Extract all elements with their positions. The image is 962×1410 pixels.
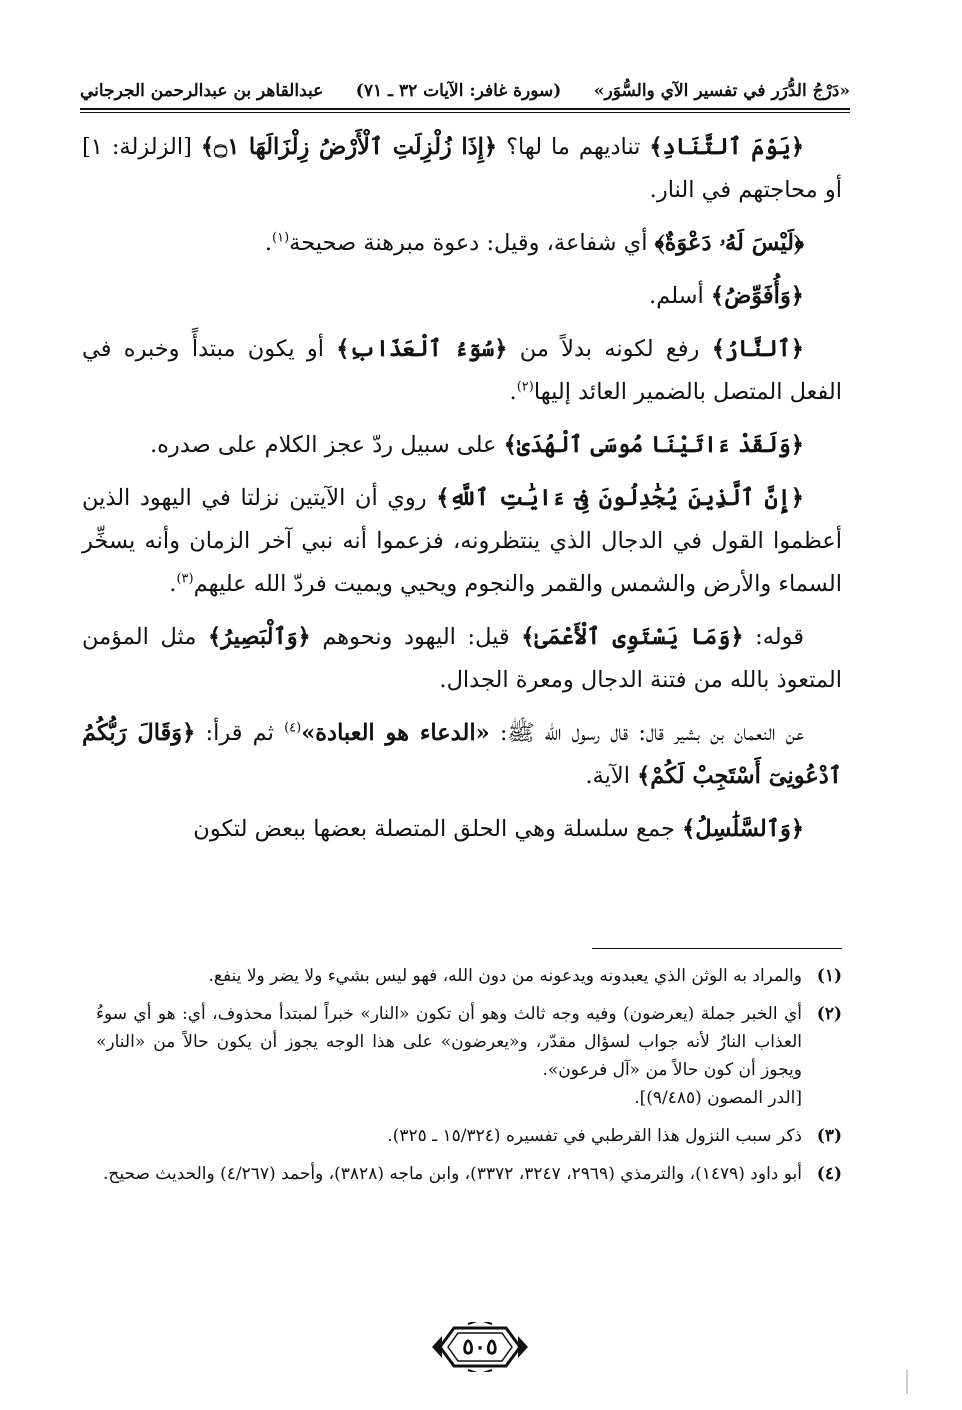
quran-quote: ﴿وَٱلْبَصِيرُ﴾ bbox=[207, 624, 311, 650]
text-run: . bbox=[509, 379, 517, 405]
quran-quote: ﴿وَمَا يَسْتَوِى ٱلْأَعْمَىٰ﴾ bbox=[521, 624, 744, 650]
page-number-ornament bbox=[428, 1322, 532, 1372]
quran-quote: ﴿إِذَا زُلْزِلَتِ ٱلْأَرْضُ زِلْزَالَهَا ۝١﴾ bbox=[200, 134, 498, 160]
paragraph bbox=[82, 328, 842, 414]
text-run: تناديهم ما لها؟ bbox=[497, 134, 650, 160]
quran-quote: ﴿وَلَقَدْ ءَاتَيْنَا مُوسَى ٱلْهُدَىٰ﴾ bbox=[503, 432, 804, 458]
text-run: . bbox=[169, 571, 177, 597]
text-run: رفع لكونه بدلاً من bbox=[507, 336, 712, 362]
quran-quote: ﴿وَأُفَوِّضُ﴾ bbox=[710, 283, 804, 309]
paragraph bbox=[82, 126, 842, 212]
footnote-ref[interactable]: (٢) bbox=[516, 379, 534, 395]
text-run: على سبيل ردّ عجز الكلام على صدره. bbox=[149, 432, 504, 458]
page-number: ٥٠٥ bbox=[462, 1334, 498, 1360]
text-run: . bbox=[264, 230, 273, 256]
main-text bbox=[82, 126, 842, 861]
quran-quote: ﴿ٱلنَّارُ﴾ bbox=[711, 336, 804, 362]
book-title: «دَرْجُ الدُّرَر في تفسير الآي والسُّوَر» bbox=[593, 81, 850, 101]
text-run: روي أن الآيتين نزلتا في اليهود الذين أعظموا القول في الدجال الذي ينتظرونه، فزعموا أنه نبي آخر الزمان وأنه يسخِّر السماء والأرض والشمس والقمر والنجوم ويحيي ويميت فردّ الله عليهم bbox=[82, 485, 842, 597]
footnote-citation: [الدر المصون (٩/٤٨٥)]. bbox=[634, 1088, 802, 1108]
quran-quote: ﴿يَوْمَ ٱلتَّنَادِ﴾ bbox=[649, 134, 804, 160]
paragraph bbox=[82, 424, 842, 467]
footnote-text: أي الخبر جملة (يعرضون) وفيه وجه ثالث وهو أن تكون «النار» خبراً لمبتدأ محذوف، أي: هو أي سوءُ العذاب النارُ لأنه جواب لسؤال مقدّر، و«يعرضون» على هذا الوجه يجوز أن يكون حالاً من «النار» ويجوز أن كون حالاً من «آل فرعون». bbox=[96, 1004, 802, 1080]
footnotes bbox=[96, 962, 842, 1198]
footnote-text: أبو داود (١٤٧٩)، والترمذي (٢٩٦٩، ٣٢٤٧، ٣٣٧٢)، وابن ماجه (٣٨٢٨)، وأحمد (٤/٢٦٧) والحديث صحيح. bbox=[102, 1164, 802, 1184]
footnote bbox=[96, 962, 842, 990]
footnote bbox=[96, 1122, 842, 1150]
quran-quote: ﴿وَقَالَ رَبُّكُمُ ٱدْعُونِىٓ أَسْتَجِبْ لَكُمْ﴾ bbox=[82, 720, 842, 789]
footnote-number: (٤) bbox=[816, 1164, 842, 1184]
hadith-quote: «الدعاء هو العبادة» bbox=[301, 720, 490, 746]
scan-edge-mark bbox=[906, 1370, 908, 1394]
footnote bbox=[96, 1000, 842, 1112]
paragraph bbox=[82, 477, 842, 606]
text-run: عن النعمان بن بشير قال: قال رسول الله ﷺ: bbox=[489, 720, 804, 746]
footnote-number: (١) bbox=[816, 966, 842, 986]
text-run: قيل: اليهود ونحوهم bbox=[310, 624, 522, 650]
footnote-text: والمراد به الوثن الذي يعبدونه ويدعونه من دون الله، فهو ليس بشيء ولا يضر ولا ينفع. bbox=[208, 966, 802, 986]
text-run: أو يكون مبتدأً وخبره في الفعل المتصل بالضمير العائد إليها bbox=[82, 336, 842, 405]
text-run: أو محاجتهم في النار. bbox=[649, 177, 842, 203]
quran-quote: ﴿وَٱلسَّلَٰسِلُ﴾ bbox=[682, 816, 804, 842]
running-header bbox=[80, 62, 850, 102]
footnote-separator bbox=[592, 948, 842, 949]
quran-quote: ﴿لَيْسَ لَهُۥ دَعْوَةٌ﴾ bbox=[654, 230, 804, 256]
quran-quote: ﴿سُوٓءُ ٱلْعَذَابِ﴾ bbox=[336, 336, 508, 362]
header-double-rule bbox=[80, 108, 850, 113]
footnote-text: ذكر سبب النزول هذا القرطبي في تفسيره (١٥/٣٢٤ ـ ٣٢٥). bbox=[387, 1126, 802, 1146]
text-run: أي شفاعة، وقيل: دعوة مبرهنة صحيحة bbox=[289, 230, 655, 256]
text-run: أسلم. bbox=[649, 283, 711, 309]
verse-reference: [الزلزلة: ١] bbox=[82, 134, 201, 160]
paragraph bbox=[82, 222, 842, 265]
quran-quote: ﴿إِنَّ ٱلَّذِينَ يُجَٰدِلُونَ فِىٓ ءَايَٰتِ ٱللَّهِ﴾ bbox=[436, 485, 804, 511]
text-run: الآية. bbox=[585, 763, 638, 789]
footnote-ref[interactable]: (٣) bbox=[176, 571, 194, 587]
paragraph bbox=[82, 616, 842, 702]
footnote-ref[interactable]: (١) bbox=[272, 230, 290, 246]
paragraph bbox=[82, 712, 842, 798]
paragraph bbox=[82, 275, 842, 318]
footnote bbox=[96, 1160, 842, 1188]
surah-range: (سورة غافر: الآيات ٣٢ ـ ٧١) bbox=[355, 81, 562, 101]
paragraph bbox=[82, 808, 842, 851]
text-run: قوله: bbox=[743, 624, 805, 650]
author-name: عبدالقاهر بن عبدالرحمن الجرجاني bbox=[80, 81, 324, 101]
text-run: مثل المؤمن المتعوذ بالله من فتنة الدجال ومعرة الجدال. bbox=[82, 624, 842, 693]
footnote-number: (٣) bbox=[816, 1126, 842, 1146]
text-run: جمع سلسلة وهي الحلق المتصلة بعضها ببعض لتكون bbox=[193, 816, 683, 842]
footnote-number: (٢) bbox=[816, 1004, 842, 1024]
footnote-ref[interactable]: (٤) bbox=[284, 720, 302, 736]
text-run: ثم قرأ: bbox=[195, 720, 285, 746]
